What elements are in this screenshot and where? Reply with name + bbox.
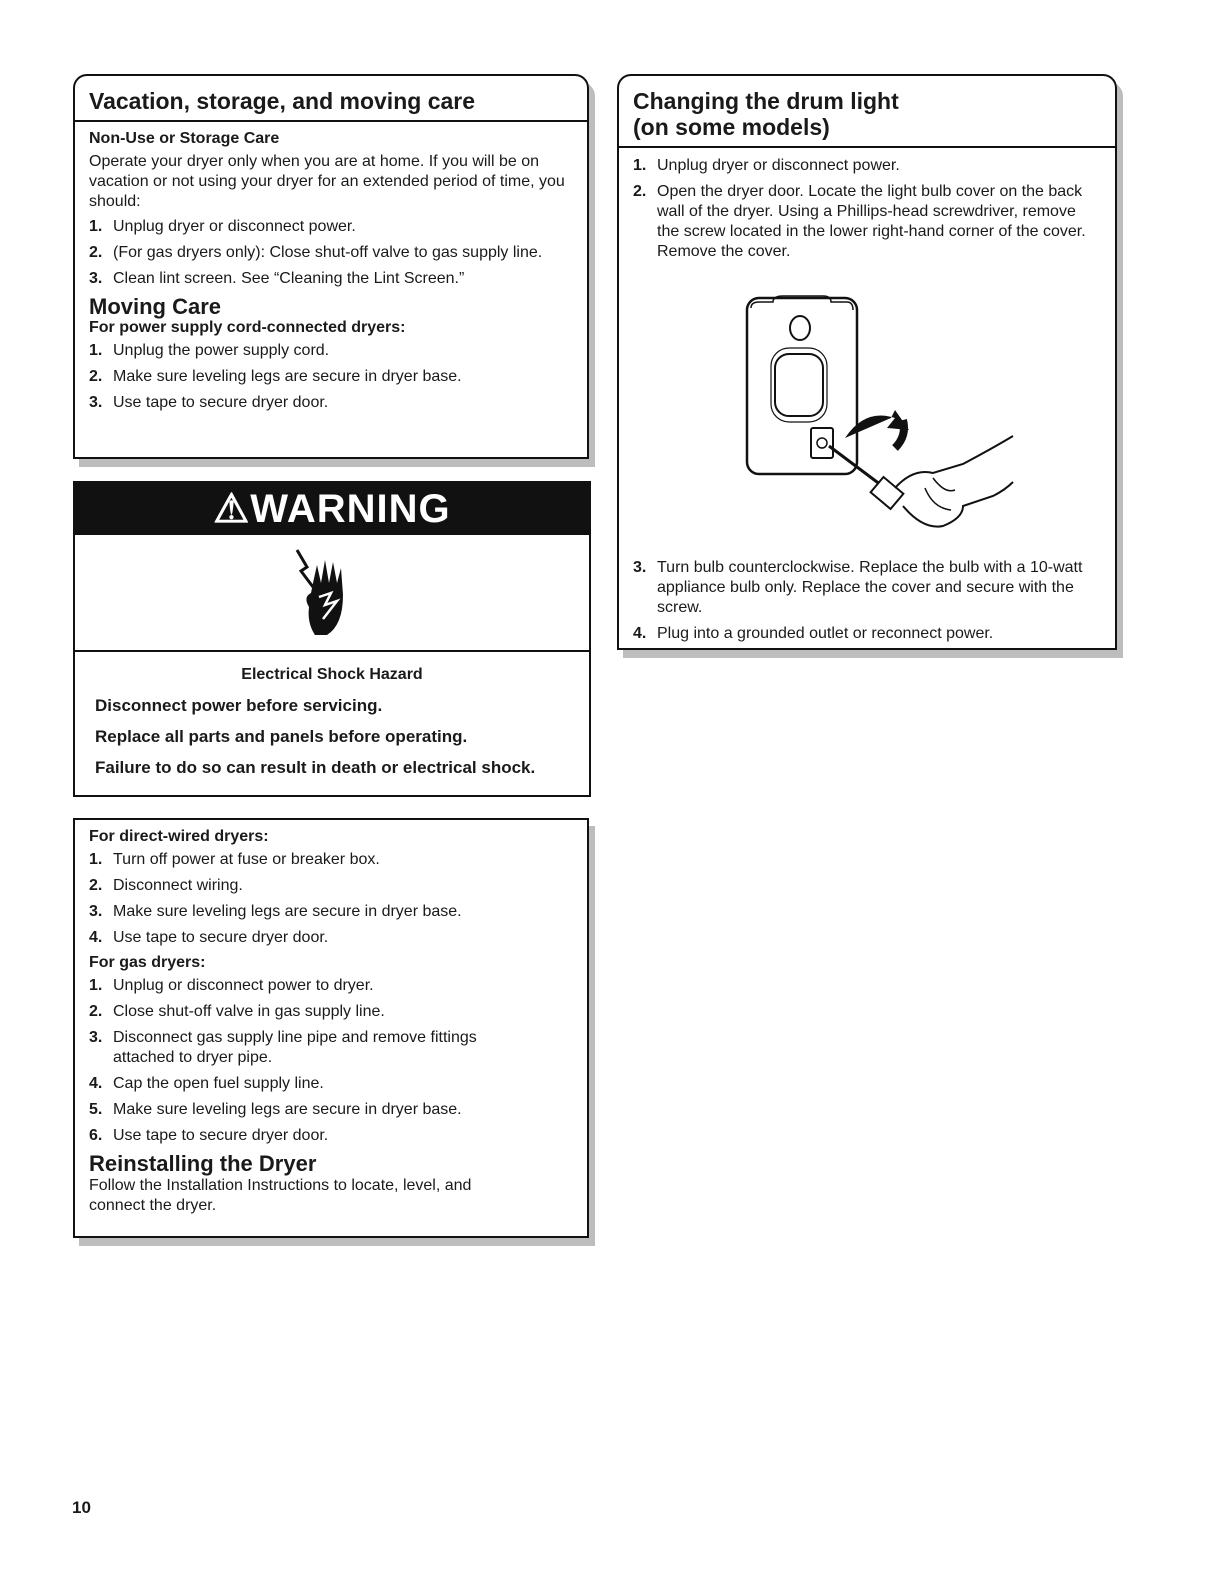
list-item (89, 1074, 573, 1094)
warning-line-1: Disconnect power before servicing. (95, 696, 383, 715)
step-text: (For gas dryers only): Close shut-off valve to gas supply line. (113, 244, 543, 261)
list-item (89, 928, 573, 948)
drum-title-line-1: Changing the drum light (633, 88, 899, 114)
bulb-cover-screwdriver-icon (633, 268, 1093, 558)
list-item (633, 182, 1091, 262)
step-number: 4. (89, 1075, 103, 1092)
list-item (89, 1028, 573, 1068)
list-item (89, 367, 573, 387)
step-text: Disconnect gas supply line pipe and remove fittings attached to dryer pipe. (113, 1029, 477, 1066)
vacation-panel (73, 74, 589, 459)
list-item (89, 876, 573, 896)
step-number: 4. (89, 929, 103, 946)
list-item (89, 341, 573, 361)
list-item (89, 976, 573, 996)
step-number: 4. (633, 625, 647, 642)
step-number: 3. (89, 1029, 103, 1046)
step-number: 2. (89, 877, 103, 894)
shock-hazard-icon (75, 535, 589, 652)
reinstall-heading: Reinstalling the Dryer (89, 1151, 317, 1176)
step-number: 1. (89, 851, 103, 868)
direct-wired-panel (73, 818, 589, 1238)
step-text: Disconnect wiring. (113, 877, 243, 894)
step-text: Make sure leveling legs are secure in dryer base. (113, 1101, 462, 1118)
step-number: 2. (89, 244, 103, 261)
wired-heading: For direct-wired dryers: (89, 828, 269, 845)
list-item (633, 624, 1091, 644)
nonuse-steps (89, 217, 573, 289)
warning-box (73, 481, 591, 797)
step-text: Turn off power at fuse or breaker box. (113, 851, 380, 868)
step-number: 1. (89, 342, 103, 359)
step-number: 2. (89, 368, 103, 385)
list-item (89, 217, 573, 237)
step-text: Plug into a grounded outlet or reconnect power. (657, 625, 994, 642)
gas-steps (89, 976, 573, 1146)
drum-title-line-2: (on some models) (633, 114, 830, 140)
step-text: Use tape to secure dryer door. (113, 929, 329, 946)
drum-light-panel (617, 74, 1117, 650)
cord-steps (89, 341, 573, 413)
step-number: 1. (633, 157, 647, 174)
step-number: 3. (89, 270, 103, 287)
cord-heading: For power supply cord-connected dryers: (89, 319, 406, 336)
step-text: Make sure leveling legs are secure in dryer base. (113, 368, 462, 385)
step-text: Turn bulb counterclockwise. Replace the bulb with a 10-watt appliance bulb only. Replace the cover and secure with the screw. (657, 559, 1083, 616)
reinstall-text: Follow the Installation Instructions to locate, level, and connect the dryer. (89, 1177, 472, 1214)
step-number: 6. (89, 1127, 103, 1144)
step-number: 5. (89, 1101, 103, 1118)
list-item (89, 1126, 573, 1146)
list-item (89, 902, 573, 922)
step-number: 1. (89, 977, 103, 994)
step-text: Clean lint screen. See “Cleaning the Lint Screen.” (113, 270, 465, 287)
warning-header: ⚠WARNING (75, 483, 589, 535)
bulb-cover-illustration (633, 268, 1091, 558)
nonuse-intro: Operate your dryer only when you are at home. If you will be on vacation or not using your dryer for an extended period of time, you should: (89, 153, 565, 210)
warning-line-2: Replace all parts and panels before operating. (95, 727, 468, 746)
list-item (89, 269, 573, 289)
step-number: 3. (89, 903, 103, 920)
list-item (89, 1100, 573, 1120)
step-number: 1. (89, 218, 103, 235)
drum-light-title (619, 76, 1115, 148)
list-item (89, 1002, 573, 1022)
drum-steps-b (633, 558, 1091, 644)
list-item (633, 156, 1091, 176)
shock-hand-icon (75, 535, 585, 650)
warning-line-3: Failure to do so can result in death or electrical shock. (95, 758, 536, 777)
step-number: 2. (89, 1003, 103, 1020)
step-number: 3. (89, 394, 103, 411)
vacation-title: Vacation, storage, and moving care (75, 76, 587, 122)
step-text: Unplug dryer or disconnect power. (113, 218, 356, 235)
nonuse-heading: Non-Use or Storage Care (89, 130, 280, 147)
list-item (89, 850, 573, 870)
step-text: Unplug or disconnect power to dryer. (113, 977, 374, 994)
gas-heading: For gas dryers: (89, 954, 206, 971)
step-text: Use tape to secure dryer door. (113, 394, 329, 411)
list-item (633, 558, 1091, 618)
step-text: Make sure leveling legs are secure in dryer base. (113, 903, 462, 920)
list-item (89, 393, 573, 413)
step-number: 3. (633, 559, 647, 576)
hazard-title: Electrical Shock Hazard (241, 666, 423, 683)
moving-heading: Moving Care (89, 294, 222, 319)
wired-steps (89, 850, 573, 948)
step-text: Unplug the power supply cord. (113, 342, 330, 359)
page-number: 10 (72, 1498, 91, 1517)
step-text: Unplug dryer or disconnect power. (657, 157, 900, 174)
drum-steps-a (633, 156, 1091, 262)
step-text: Use tape to secure dryer door. (113, 1127, 329, 1144)
step-text: Open the dryer door. Locate the light bulb cover on the back wall of the dryer. Using a Phillips-head screwdriver, remove the screw located in the lower right-hand corner of the cover. Remove the cover. (657, 183, 1086, 260)
list-item (89, 243, 573, 263)
step-text: Close shut-off valve in gas supply line. (113, 1003, 385, 1020)
step-text: Cap the open fuel supply line. (113, 1075, 324, 1092)
step-number: 2. (633, 183, 647, 200)
